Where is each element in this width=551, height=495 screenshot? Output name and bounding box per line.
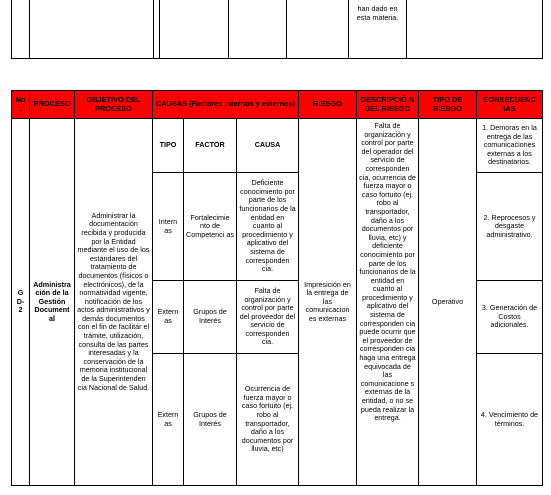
- risk-table: [11, 90, 543, 486]
- cause-factor: Grupos de Interés: [184, 281, 237, 354]
- fragment-cell: [407, 0, 543, 59]
- header-objetivo: OBJETIVO DEL PROCESO: [75, 91, 153, 119]
- header-row: [12, 91, 543, 119]
- fragment-cell: [12, 0, 30, 59]
- header-no: No .: [12, 91, 30, 119]
- subheader-factor: FACTOR: [184, 119, 237, 173]
- subheader-tipo: TIPO: [153, 119, 184, 173]
- row-proceso: Administra ción de la Gestión Document al: [30, 119, 75, 486]
- header-descripcion: DESCRIPCIÓ N DEL RIESGO: [357, 91, 419, 119]
- row-tipo-riesgo: Operativo: [419, 119, 477, 486]
- cause-factor: Grupos de Interés: [184, 354, 237, 486]
- fragment-text: han dado en esta materia.: [349, 0, 407, 59]
- cause-factor: Fortalecimie nto de Competenci as: [184, 173, 237, 281]
- header-tipo-riesgo: TIPO DE RIESGO: [419, 91, 477, 119]
- fragment-cell: [160, 0, 229, 59]
- previous-table-fragment: [11, 0, 543, 59]
- fragment-cell: [229, 0, 287, 59]
- header-causas: CAUSAS (Factores internos y externos): [153, 91, 299, 119]
- cause-tipo: Extern as: [153, 281, 184, 354]
- row-no: G D- 2: [12, 119, 30, 486]
- cause-causa: Ocurrencia de fuerza mayor o caso fortuito (ej. robo al transportador, daño a los documentos por lluvia, etc): [237, 354, 299, 486]
- cause-causa: Falta de organización y control por parte del proveedor del servicio de corresponden cia.: [237, 281, 299, 354]
- consequence-3: 3. Generación de Costos adicionales.: [477, 281, 543, 354]
- table-row: [12, 119, 543, 173]
- row-riesgo: Impresición en la entrega de las comunicacion es externas: [299, 119, 357, 486]
- header-consecuencias: CONSECUENC IAS: [477, 91, 543, 119]
- fragment-cell: [287, 0, 349, 59]
- row-objetivo: Administrar la documentación recibida y producida por la Entidad mediante el uso de los estándares del tratamiento de documentos (físicos o electrónicos), de la normatividad vigente, notificación de los actos administrativos y demás documentos con el fin de facilitar el trámite, utilización, consulta de las partes interesadas y la conservación de la memoria institucional de la Superintenden cia Nacional de Salud.: [75, 119, 153, 486]
- row-descripcion: Falta de organización y control por parte del operador del servicio de corresponden cia, ocurrencia de fuerza mayor o caso fortuito (ej. robo al transportador, daño a los documentos por lluvia, etc) y deficiente conocimiento por parte de los funcionarios de la entidad en cuanto al procedimiento y aplicativo del sistema de corresponden cia puede ocurrir que el proveedor de corresponden cia haga una entrega equivocada de las comunicacione s externas de la entidad, o no se pueda realizar la entrega.: [357, 119, 419, 486]
- cause-tipo: Extern as: [153, 354, 184, 486]
- cause-tipo: Intern as: [153, 173, 184, 281]
- header-proceso: PROCESO: [30, 91, 75, 119]
- consequence-1: 1. Demoras en la entrega de las comunicaciones externas a los destinatarios.: [477, 119, 543, 173]
- fragment-cell: [30, 0, 154, 59]
- header-riesgo: RIESGO: [299, 91, 357, 119]
- subheader-causa: CAUSA: [237, 119, 299, 173]
- cause-causa: Deficiente conocimiento por parte de los funcionarios de la entidad en cuanto al procedimiento y aplicativo del sistema de corresponden cia.: [237, 173, 299, 281]
- consequence-4: 4. Vencimiento de términos.: [477, 354, 543, 486]
- consequence-2: 2. Reprocesos y desgaste administrativo.: [477, 173, 543, 281]
